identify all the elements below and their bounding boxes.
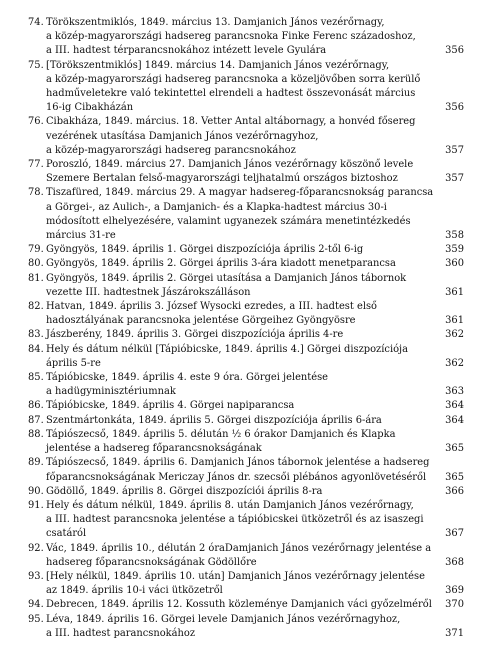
entry-page-number: 365 [445, 471, 464, 483]
entry-title-line: Vác, 1849. április 10., délután 2 óraDamjanich János vezérőrnagy jelentése a [46, 542, 432, 554]
entry-number: 90. [28, 485, 44, 497]
entry-number: 88. [28, 428, 44, 440]
entry-number: 92. [28, 542, 44, 554]
entry-title-line: Cibakháza, 1849. március. 18. Vetter Antal altábornagy, a honvéd fősereg [46, 116, 416, 128]
entry-title-line: Tápióbicske, 1849. április 4. Görgei napiparancsa [46, 400, 295, 412]
entry-page-number: 364 [445, 414, 464, 426]
entry-title-line: Hely és dátum nélkül [Tápióbicske, 1849. április 4.] Görgei diszpozíciója [46, 343, 409, 355]
entry-title-line: a közép-magyarországi hadsereg parancsnoka a közeljövőben sorra kerülő [46, 73, 421, 85]
entry-title-line: Tiszafüred, 1849. március 29. A magyar hadsereg-főparancsnokság parancsa [46, 187, 434, 199]
entry-title-line: Jászberény, 1849. április 3. Görgei diszpozíciója április 4-re [46, 329, 344, 341]
toc-entry [30, 328, 466, 342]
toc-entry [30, 115, 466, 158]
entry-title-line: [Hely nélkül, 1849. április 10. után] Damjanich János vezérőrnagy jelentése [46, 570, 425, 582]
toc-entry [30, 428, 466, 456]
entry-page-number: 356 [445, 102, 464, 114]
entry-title-line: Gyöngyös, 1849. április 2. Görgei április 3-ára kiadott menetparancsa [46, 258, 396, 270]
entry-number: 74. [28, 17, 44, 28]
entry-title-line: a III. hadtest parancsnoka jelentése a tápióbicskei ütközetről és az isaszegi [46, 514, 424, 526]
entry-number: 84. [28, 343, 44, 355]
toc-entry [30, 371, 466, 399]
entry-title-line: jelentése a hadsereg főparancsnokságának [46, 443, 262, 455]
entry-page-number: 358 [445, 230, 464, 242]
entry-title-line: Tápióbicske, 1849. április 4. este 9 óra. Görgei jelentése [46, 372, 329, 384]
entry-title-line: a közép-magyarországi hadsereg parancsnokához [46, 144, 296, 156]
entry-page-number: 363 [445, 386, 464, 398]
entry-page-number: 369 [445, 585, 464, 597]
entry-number: 94. [28, 599, 44, 611]
toc-entry [30, 16, 466, 59]
toc-entry [30, 598, 466, 612]
toc-entry [30, 499, 466, 542]
toc-entry [30, 570, 466, 598]
entry-title-line: Gyöngyös, 1849. április 2. Görgei utasítása a Damjanich János tábornok [46, 272, 407, 284]
entry-title-line: vezérének utasítása Damjanich János vezérőrnagyhoz, [46, 130, 319, 142]
entry-page-number: 359 [445, 244, 464, 256]
entry-title-line: hadosztályának parancsnoka jelentése Görgeihez Gyöngyösre [46, 315, 356, 327]
entry-page-number: 365 [445, 443, 464, 455]
entry-number: 81. [28, 272, 44, 284]
entry-title-line: Debrecen, 1849. április 12. Kossuth közleménye Damjanich váci győzelméről [46, 599, 432, 611]
entry-title-line: Tápiószecső, 1849. április 5. délután ½ 6 órakor Damjanich és Klapka [46, 428, 396, 440]
entry-number: 85. [28, 372, 44, 384]
toc-entry [30, 343, 466, 371]
entry-page-number: 368 [445, 556, 464, 568]
toc-entry [30, 257, 466, 271]
entry-title-line: a hadügyminisztériumnak [46, 386, 176, 398]
entry-title-line: Léva, 1849. április 16. Görgei levele Damjanich János vezérőrnagyhoz, [46, 613, 401, 625]
entry-number: 95. [28, 613, 44, 625]
entry-title-line: Tápiószecső, 1849. április 6. Damjanich János tábornok jelentése a hadsereg [46, 457, 430, 469]
entry-page-number: 371 [445, 627, 464, 639]
entry-title-line: Szemere Bertalan felső-magyarországi teljhatalmú országos biztoshoz [46, 173, 398, 185]
entry-page-number: 362 [445, 357, 464, 369]
entry-number: 87. [28, 414, 44, 426]
entry-title-line: a III. hadtest parancsnokához [46, 627, 196, 639]
entry-title-line: Hatvan, 1849. április 3. József Wysocki ezredes, a III. hadtest első [46, 301, 378, 313]
entry-page-number: 364 [445, 400, 464, 412]
toc-entry [30, 613, 466, 641]
entry-page-number: 362 [445, 329, 464, 341]
toc-entry [30, 272, 466, 300]
entry-title-line: a III. hadtest térparancsnokához intézett levele Gyulára [46, 45, 327, 57]
entry-number: 78. [28, 187, 44, 199]
toc-entry [30, 59, 466, 116]
entry-title-line: 16-ig Cibakházán [46, 102, 134, 114]
entry-number: 76. [28, 116, 44, 128]
entry-page-number: 356 [445, 45, 464, 57]
entry-title-line: vezette III. hadtestnek Jászárokszálláson [46, 286, 251, 298]
entry-title-line: Törökszentmiklós, 1849. március 13. Damjanich János vezérőrnagy, [46, 17, 385, 28]
entry-title-line: hadműveletekre való tekintettel elrendeli a hadtest összevonását március [46, 88, 416, 100]
entry-number: 83. [28, 329, 44, 341]
toc-entry [30, 300, 466, 328]
entry-page-number: 361 [445, 286, 464, 298]
entry-title-line: Hely és dátum nélkül, 1849. április 8. után Damjanich János vezérőrnagy, [46, 499, 414, 511]
entry-page-number: 357 [445, 173, 464, 185]
entry-title-line: [Törökszentmiklós] 1849. március 14. Damjanich János vezérőrnagy, [46, 59, 390, 71]
entry-title-line: az 1849. április 10-i váci ütközetről [46, 585, 223, 597]
toc-entry [30, 414, 466, 428]
toc-entry [30, 243, 466, 257]
toc-entry [30, 158, 466, 186]
entry-number: 91. [28, 499, 44, 511]
entry-page-number: 360 [445, 258, 464, 270]
entry-number: 86. [28, 400, 44, 412]
table-of-contents [30, 16, 466, 641]
entry-title-line: Gödöllő, 1849. április 8. Görgei diszpozíciói április 8-ra [46, 485, 323, 497]
entry-number: 80. [28, 258, 44, 270]
entry-title-line: Poroszló, 1849. március 27. Damjanich János vezérőrnagy köszönő levele [46, 159, 414, 171]
entry-title-line: április 5-re [46, 357, 101, 369]
entry-title-line: csatáról [46, 528, 87, 540]
entry-title-line: módosított elhelyezésére, valamint ugyanezek számára menetintézkedés [46, 215, 411, 227]
entry-title-line: Gyöngyös, 1849. április 1. Görgei diszpozíciója április 2-től 6-ig [46, 244, 364, 256]
toc-entry [30, 542, 466, 570]
entry-number: 79. [28, 244, 44, 256]
toc-entry [30, 399, 466, 413]
entry-page-number: 370 [445, 599, 464, 611]
entry-page-number: 357 [445, 144, 464, 156]
toc-entry [30, 456, 466, 484]
entry-title-line: március 31-re [46, 230, 116, 242]
entry-title-line: Szentmártonkáta, 1849. április 5. Görgei diszpozíciója április 6-ára [46, 414, 382, 426]
entry-number: 82. [28, 301, 44, 313]
toc-entry [30, 485, 466, 499]
entry-number: 75. [28, 59, 44, 71]
entry-number: 89. [28, 457, 44, 469]
entry-title-line: hadsereg főparancsnokságának Gödöllőre [46, 556, 257, 568]
entry-page-number: 366 [445, 485, 464, 497]
entry-title-line: a Görgei-, az Aulich-, a Damjanich- és a Klapka-hadtest március 30-i [46, 201, 387, 213]
entry-title-line: a közép-magyarországi hadsereg parancsnoka Finke Ferenc századoshoz, [46, 31, 416, 43]
toc-entry [30, 186, 466, 243]
entry-page-number: 361 [445, 315, 464, 327]
entry-page-number: 367 [445, 528, 464, 540]
entry-title-line: főparancsnokságának Mericzay János dr. szecsői plébános agyonlövetéséről [46, 471, 427, 483]
entry-number: 93. [28, 570, 44, 582]
entry-number: 77. [28, 159, 44, 171]
